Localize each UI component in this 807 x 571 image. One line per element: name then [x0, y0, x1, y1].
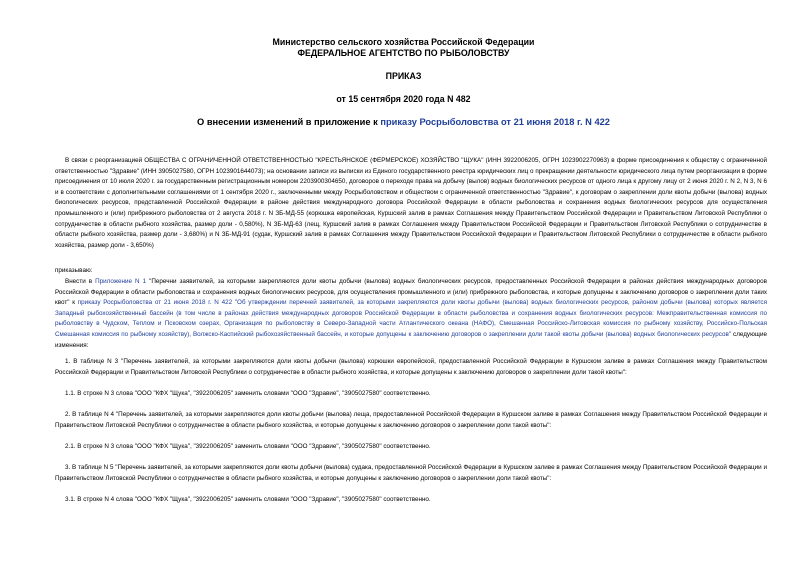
- item-2-1: 2.1. В строке N 3 слова "ООО "КФХ "Щука", "3922006205" заменить словами "ООО "Здравие", "3905027580" соответственно.: [65, 443, 431, 450]
- agency-name: ФЕДЕРАЛЬНОЕ АГЕНТСТВО ПО РЫБОЛОВСТВУ: [297, 48, 510, 58]
- item-3-1: 3.1. В строке N 4 слова "ООО "КФХ "Щука", "3922006205" заменить словами "ООО "Здравие", "3905027580" соответственно.: [65, 496, 431, 503]
- order-post: следующие изменения:: [55, 330, 767, 349]
- order-word: приказываю:: [55, 267, 93, 274]
- ministry-name: Министерство сельского хозяйства Российской Федерации: [272, 37, 535, 47]
- order-paragraph: [55, 277, 767, 351]
- document-title: [0, 117, 807, 127]
- item-1: 1. В таблице N 3 "Перечень заявителей, за которыми закрепляются доли квоты добычи (вылова) корюшки европейской, предоставленной Российской Федерации в Куршском заливе в рамках Соглашения между Правительством Российской Федерации и Правительством Литовской Республики о сотрудничестве в области рыбного хозяйства, и которые допущены к заключению договоров о закреплении доли такой квоты":: [55, 358, 767, 376]
- appendix-link[interactable]: Приложение N 1: [95, 278, 147, 285]
- document-date-number: от 15 сентября 2020 года N 482: [336, 94, 471, 104]
- title-order-link[interactable]: приказу Росрыболовства от 21 июня 2018 г. N 422: [380, 117, 610, 127]
- item-3: 3. В таблице N 5 "Перечень заявителей, за которыми закрепляются доли квоты добычи (вылова) судака, предоставленной Российской Федерации в Куршском заливе в рамках Соглашения между Правительством Российской Федерации и Правительством Литовской Республики о сотрудничестве в области рыбного хозяйства, и которые допущены к заключению договоров о закреплении доли такой квоты":: [55, 464, 767, 482]
- item-1-1: 1.1. В строке N 3 слова "ООО "КФХ "Щука", "3922006205" заменить словами "ООО "Здравие", "3905027580" соответственно.: [65, 390, 431, 397]
- order-link[interactable]: приказу Росрыболовства от 21 июня 2018 г. N 422 "Об утверждении перечней заявителей, за которыми закрепляются доли квоты добычи (вылова) водных биологических ресурсов, районом добычи (вылова) которых является Западный рыбохозяйственный бассейн (в том числе в районах действия международных договоров Российской Федерации в области рыболовства и сохранения водных биологических ресурсов: Межправительственная комиссия по рыболовству в Чудском, Теплом и Псковском озерах, Организация по рыболовству в Северо-Западной части Атлантического океана (НАФО), Смешанная Российско-Литовская комиссия по рыбному хозяйству, Российско-Польская Смешанная комиссия по рыбному хозяйству), Волжско-Каспийский рыбохозяйственный бассейн, и которые допущены к заключению договоров о закреплении доли такой квоты добычи (вылова) водных биологических ресурсов": [55, 299, 767, 338]
- title-prefix: О внесении изменений в приложение к: [197, 117, 381, 127]
- order-pre: Внести в: [65, 278, 96, 285]
- document-type: ПРИКАЗ: [385, 71, 422, 81]
- preamble-paragraph: В связи с реорганизацией ОБЩЕСТВА С ОГРАНИЧЕННОЙ ОТВЕТСТВЕННОСТЬЮ "КРЕСТЬЯНСКОЕ (ФЕРМЕРСКОЕ) ХОЗЯЙСТВО "ЩУКА" (ИНН 3922006205, ОГРН 1023902270963) в форме присоединения к обществу с ограниченной ответственностью "Здравие" (ИНН 3905027580, ОГРН 1023901644073); на основании записи из выписки из Единого государственного реестра юридических лиц о прекращении деятельности юридического лица путем реорганизации в форме присоединения от 10 июля 2020 г. за государственным регистрационным номером 2203900304650, договоров о переходе права на добычу (вылов) водных биологических ресурсов от одного лица к другому лицу от 2 июня 2020 г. N 2, N 3, N 6 и в соответствии с дополнительными соглашениями от 1 сентября 2020 г., заключенными между Росрыболовством и обществом с ограниченной ответственностью "Здравие", к договорам о закреплении доли квоты добычи (вылова) водных биологических ресурсов, представленной Российской Федерации в районе действия международного договора Российской Федерации в области рыболовства и сохранения водных биологических ресурсов для осуществления промышленного и (или) прибрежного рыболовства от 2 августа 2018 г. N ЗБ-МД-55 (корюшка европейская, Куршский залив в рамках Соглашения между Правительством Российской Федерации и Правительством Литовской Республики о сотрудничестве в области рыбного хозяйства, размер доли - 0,580%), N ЗБ-МД-63 (лещ, Куршский залив в рамках Соглашения между Правительством Российской Федерации и Правительством Литовской Республики о сотрудничестве в области рыбного хозяйства, размер доли - 3,680%) и N ЗБ-МД-91 (судак, Куршский залив в рамках Соглашения между Правительством Российской Федерации и Правительством Литовской Республики о сотрудничестве в области рыбного хозяйства, размер доли - 3,650%): [55, 157, 767, 249]
- order-mid: "Перечни заявителей, за которыми закрепляются доли квоты добычи (вылова) водных биологических ресурсов, предоставленных Российской Федерации в районах действия международных договоров Российской Федерации в области рыболовства и сохранения водных биологических ресурсов, для осуществления промышленного и (или) прибрежного рыболовства, и которые допущены к заключению договоров о закреплении доли таких квот" к: [55, 278, 768, 307]
- item-2: 2. В таблице N 4 "Перечень заявителей, за которыми закрепляются доли квоты добычи (вылова) леща, предоставленной Российской Федерации в Куршском заливе в рамках Соглашения между Правительством Российской Федерации и Правительством Литовской Республики о сотрудничестве в области рыбного хозяйства, и которые допущены к заключению договоров о закреплении доли такой квоты":: [55, 411, 767, 429]
